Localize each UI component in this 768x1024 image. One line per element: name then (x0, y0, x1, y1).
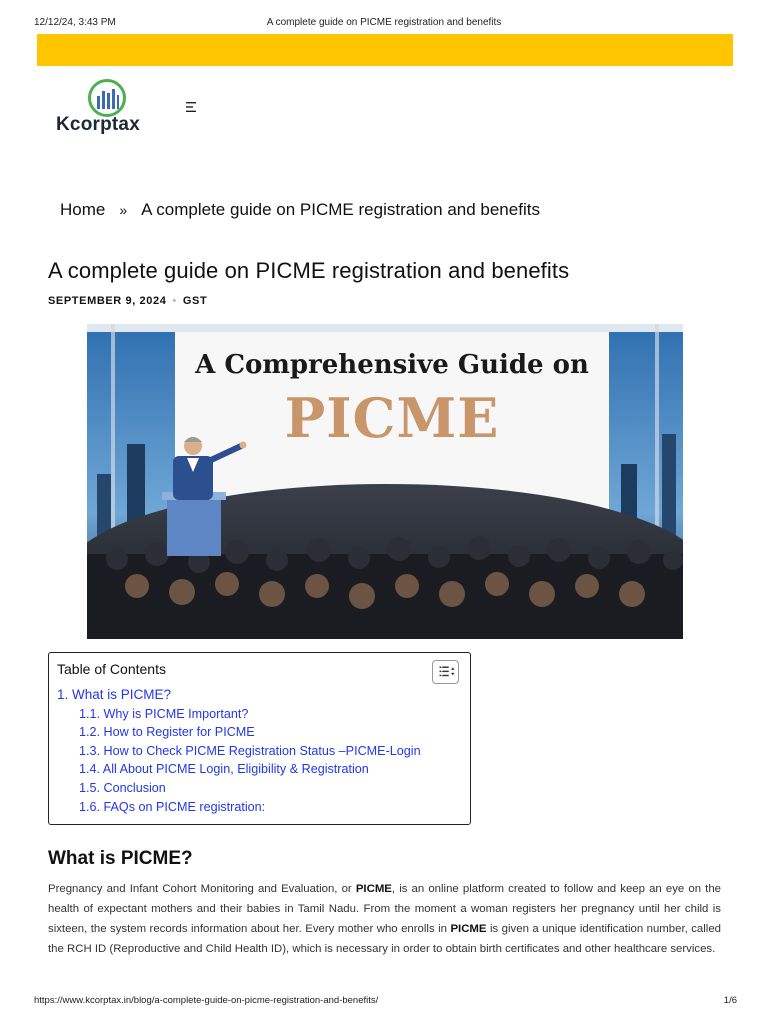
toc-link-how-to-register[interactable]: 1.2. How to Register for PICME (79, 725, 255, 740)
hero-headline: A Comprehensive Guide on (195, 350, 589, 380)
para-bold-2: PICME (450, 923, 487, 935)
site-logo[interactable] (56, 78, 160, 140)
breadcrumb (60, 200, 540, 220)
post-date[interactable]: SEPTEMBER 9, 2024 (48, 295, 167, 307)
toc-link-check-status[interactable]: 1.3. How to Check PICME Registration Status –PICME-Login (79, 743, 421, 758)
hero-keyword: PICME (284, 386, 500, 450)
breadcrumb-separator: » (119, 202, 128, 218)
hamburger-menu-icon[interactable] (184, 100, 200, 114)
toc-toggle-button[interactable] (432, 660, 459, 684)
para-text-1: Pregnancy and Infant Cohort Monitoring and Evaluation, or (48, 883, 356, 895)
toc-link-why-important[interactable]: 1.1. Why is PICME Important? (79, 706, 249, 721)
toc-list (57, 686, 421, 816)
para-text-2: , is an online platform created to follow and keep an eye on the health of expectant mothers and their babies in Tamil Nadu. From the moment a woman registers her pregnancy until her child is sixteen, the system records information about her. Every mother who enrolls in (48, 883, 722, 935)
intro-paragraph (48, 879, 721, 959)
print-header (0, 14, 768, 28)
toc-link-login-eligibility[interactable]: 1.4. All About PICME Login, Eligibility & Registration (79, 762, 369, 777)
toc-title: Table of Contents (57, 661, 166, 677)
brand-name: Kcorptax (56, 114, 140, 135)
para-text-3: is given a unique identification number, called the RCH ID (Reproductive and Child Health ID), which is necessary in order to obtain birth certificates and other healthcare services. (48, 923, 721, 955)
section-heading-what-is-picme: What is PICME? (48, 848, 193, 869)
para-bold-1: PICME (355, 883, 392, 895)
post-category[interactable]: GST (182, 295, 208, 307)
toc-link-conclusion[interactable]: 1.5. Conclusion (79, 780, 166, 795)
toc-link-faqs[interactable]: 1.6. FAQs on PICME registration: (79, 799, 266, 814)
print-datetime: 12/12/24, 3:43 PM (34, 17, 116, 28)
toc-toggle-icon (433, 661, 458, 683)
breadcrumb-home[interactable]: Home (60, 200, 106, 219)
meta-separator: • (172, 295, 177, 307)
print-page-number: 1/6 (723, 995, 737, 1006)
page-title: A complete guide on PICME registration and benefits (48, 258, 570, 283)
bar-chart-logo-icon (87, 78, 127, 118)
hero-image (87, 324, 683, 639)
print-doc-title: A complete guide on PICME registration and benefits (266, 17, 502, 28)
top-announcement-bar (37, 34, 733, 66)
toc-link-what-is-picme[interactable]: 1. What is PICME? (57, 687, 172, 702)
table-of-contents (48, 652, 471, 825)
article-meta (48, 295, 207, 307)
print-url[interactable]: https://www.kcorptax.in/blog/a-complete-guide-on-picme-registration-and-benefits/ (34, 995, 379, 1006)
breadcrumb-current: A complete guide on PICME registration and benefits (141, 200, 540, 219)
